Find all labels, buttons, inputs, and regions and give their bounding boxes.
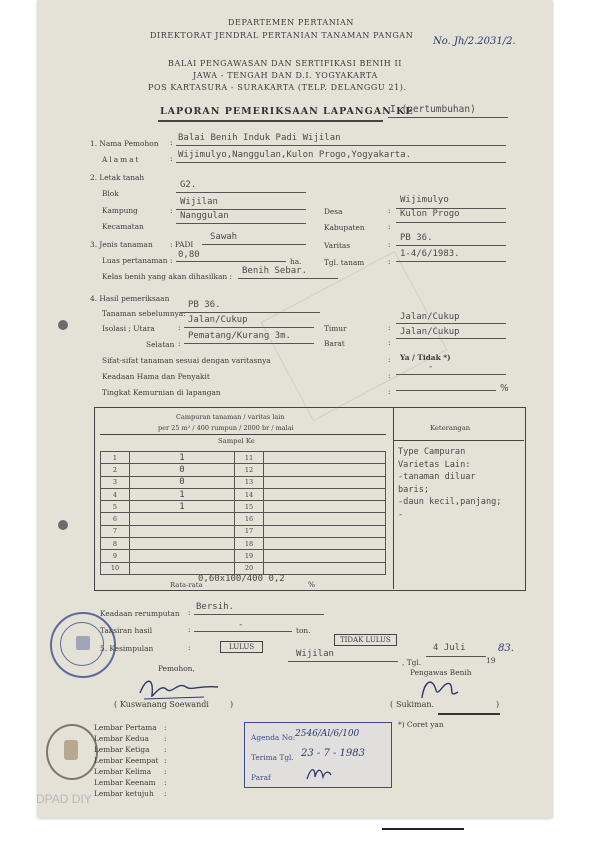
- sample-no: 19: [235, 550, 264, 562]
- place-value: Wijilan: [296, 649, 334, 659]
- tgl-label: Tgl. tanam: [324, 258, 365, 267]
- table-row: [101, 501, 386, 513]
- alamat-value: Wijimulyo,Nanggulan,Kulon Progo,Yogyakarta.: [178, 150, 411, 160]
- rerumputan-value: Bersih.: [196, 602, 234, 612]
- paraf-signature: [303, 763, 333, 783]
- agenda-label: Agenda No:: [251, 733, 296, 742]
- sample-value: [264, 476, 386, 488]
- office-line-3: POS KARTASURA - SURAKARTA (TELP. DELANGGU 21).: [148, 83, 407, 92]
- hasil-label: 4. Hasil pemeriksaan: [90, 294, 170, 303]
- sebelumnya-value: PB 36.: [188, 300, 221, 310]
- sample-no: 3: [101, 476, 130, 488]
- barat-label: Barat: [324, 339, 345, 348]
- sample-no: 15: [235, 501, 264, 513]
- sample-value: [130, 562, 235, 574]
- document-number: No. Jh/2.2031/2.: [433, 36, 516, 47]
- table-row: [101, 476, 386, 488]
- sample-no: 5: [101, 501, 130, 513]
- terima-value: 23 - 7 - 1983: [301, 748, 366, 759]
- sifat-label: Sifat-sifat tanaman sesuai dengan varitasnya: [102, 356, 271, 365]
- sample-value: [130, 550, 235, 562]
- sifat-value: Ya / Tidak *): [400, 353, 451, 362]
- kemurnian-unit: %: [500, 384, 509, 394]
- sample-no: 12: [235, 464, 264, 476]
- sample-no: 14: [235, 488, 264, 500]
- kampung-value: Wijilan: [180, 197, 218, 207]
- tgl-value: 1-4/6/1983.: [400, 249, 460, 259]
- kecamatan-value: Nanggulan: [180, 211, 229, 221]
- desa-value: Wijimulyo: [400, 195, 449, 205]
- kabupaten-value: Kulon Progo: [400, 209, 460, 219]
- kabupaten-label: Kabupaten: [324, 223, 365, 232]
- pengawas-label: Pengawas Benih: [410, 668, 472, 677]
- sample-value: [264, 550, 386, 562]
- lulus-box: LULUS: [220, 641, 263, 653]
- report-phase: I (pertumbuhan): [390, 104, 476, 115]
- table-header-line-1: Campuran tanaman / varitas lain: [176, 413, 285, 421]
- sample-no: 6: [101, 513, 130, 525]
- hama-value: -: [428, 362, 434, 372]
- punch-hole-top: [58, 320, 68, 330]
- timur-value: Jalan/Cukup: [400, 312, 460, 322]
- bleed-through-marks: [261, 251, 448, 421]
- lembar-item: Lembar Keempat: [94, 756, 159, 765]
- lembar-item: Lembar Kedua: [94, 734, 149, 743]
- taksiran-label: Taksiran hasil: [100, 626, 153, 635]
- ministry-line: DEPARTEMEN PERTANIAN: [228, 18, 355, 27]
- regional-emblem-stamp: [46, 724, 98, 780]
- sample-value: 1: [130, 452, 235, 464]
- sample-value: 0: [130, 464, 235, 476]
- varitas-label: Varitas: [324, 241, 351, 250]
- keterangan-label: Keterangan: [430, 424, 471, 432]
- table-row: [101, 525, 386, 537]
- taksiran-unit: ton.: [296, 626, 311, 635]
- table-row: [101, 538, 386, 550]
- lembar-item: Lembar ketujuh: [94, 789, 154, 798]
- terima-label: Terima Tgl.: [251, 753, 294, 762]
- sebelumnya-label: Tanaman sebelumnya:: [102, 309, 186, 318]
- tidak-lulus-box: TIDAK LULUS: [334, 634, 397, 646]
- agenda-value: 2546/Al/6/100: [295, 729, 360, 739]
- sample-value: [130, 525, 235, 537]
- sample-value: 1: [130, 488, 235, 500]
- agenda-stamp: [244, 722, 392, 788]
- table-row: [101, 550, 386, 562]
- pemohon-label: Pemohon,: [158, 664, 195, 673]
- keterangan-line: -tanaman diluar: [398, 472, 476, 482]
- sample-no: 9: [101, 550, 130, 562]
- coret-note: *) Coret yan: [398, 720, 444, 729]
- utara-value: Jalan/Cukup: [188, 315, 248, 325]
- sample-value: [264, 452, 386, 464]
- sample-no: 2: [101, 464, 130, 476]
- sample-no: 8: [101, 538, 130, 550]
- sample-value: [130, 538, 235, 550]
- date-day: 4 Juli: [433, 643, 466, 653]
- keterangan-line: -daun kecil,panjang;: [398, 497, 502, 507]
- letak-label: 2. Letak tanah: [90, 173, 145, 182]
- sample-no: 7: [101, 525, 130, 537]
- nama-value: Balai Benih Induk Padi Wijilan: [178, 133, 341, 143]
- office-line-1: BALAI PENGAWASAN DAN SERTIFIKASI BENIH II: [168, 59, 402, 68]
- sample-value: [264, 464, 386, 476]
- report-title: LAPORAN PEMERIKSAAN LAPANGAN KE: [160, 106, 414, 117]
- selatan-value: Pematang/Kurang 3m.: [188, 331, 291, 341]
- directorate-line: DIREKTORAT JENDRAL PERTANIAN TANAMAN PANGAN: [150, 31, 414, 40]
- sample-no: 4: [101, 488, 130, 500]
- table-row: [101, 464, 386, 476]
- sample-no: 18: [235, 538, 264, 550]
- keterangan-line: -: [398, 509, 404, 520]
- keterangan-line: baris;: [398, 484, 430, 495]
- table-row: [101, 488, 386, 500]
- luas-label: Luas pertanaman: [102, 256, 168, 265]
- sample-value: [264, 501, 386, 513]
- page-footer-rule: [382, 828, 464, 830]
- rata-unit: %: [308, 580, 316, 589]
- office-round-stamp: [50, 612, 116, 678]
- table-row: [101, 513, 386, 525]
- pengawas-name: Sukiman.: [396, 700, 435, 709]
- nama-label: 1. Nama Pemohon: [90, 139, 159, 148]
- kecamatan-label: Kecamatan: [102, 222, 144, 231]
- date-year: 83.: [498, 643, 514, 654]
- sample-no: 17: [235, 525, 264, 537]
- punch-hole-bottom: [58, 520, 68, 530]
- sample-value: [264, 538, 386, 550]
- office-line-2: JAWA - TENGAH DAN D.I. YOGYAKARTA: [193, 71, 378, 80]
- sample-value: 1: [130, 501, 235, 513]
- table-header-sampel: Sampel Ke: [218, 437, 255, 445]
- kelas-label: Kelas benih yang akan dihasilkan :: [102, 272, 233, 281]
- jenis-value: Sawah: [210, 232, 238, 242]
- lembar-item: Lembar Pertama: [94, 723, 157, 732]
- timur-label: Timur: [324, 324, 347, 333]
- table-row: [101, 452, 386, 464]
- sample-no: 11: [235, 452, 264, 464]
- luas-value: 0,80: [178, 250, 200, 260]
- date-year-prefix: 19: [486, 656, 496, 665]
- sample-value: [264, 513, 386, 525]
- varitas-value: PB 36.: [400, 233, 433, 243]
- pemohon-name: Kuswanang Soewandi: [120, 700, 209, 709]
- desa-label: Desa: [324, 207, 343, 216]
- kelas-value: Benih Sebar.: [242, 266, 308, 276]
- barat-value: Jalan/Cukup: [400, 327, 460, 337]
- lembar-item: Lembar Ketiga: [94, 745, 150, 754]
- sample-no: 20: [235, 562, 264, 574]
- blok-value: G2.: [180, 180, 197, 190]
- sample-no: 16: [235, 513, 264, 525]
- kesimpulan-label: 5. Kesimpulan: [100, 644, 154, 653]
- table-header-line-2: per 25 m² / 400 rumpun / 2000 br / malai: [158, 424, 294, 432]
- sample-value: 0: [130, 476, 235, 488]
- rerumputan-label: Keadaan rerumputan: [100, 609, 180, 618]
- kemurnian-label: Tingkat Kemurnian di lapangan: [102, 388, 221, 397]
- jenis-prefix: : PADI: [170, 240, 194, 249]
- lembar-item: Lembar Keenam: [94, 778, 156, 787]
- taksiran-value: -: [238, 620, 244, 630]
- paraf-label: Paraf: [251, 773, 271, 782]
- blok-label: Blok: [102, 189, 119, 198]
- sample-value: [264, 488, 386, 500]
- selatan-label: Selatan: [146, 340, 175, 349]
- hama-label: Keadaan Hama dan Penyakit: [102, 372, 210, 381]
- lembar-item: Lembar Kelima: [94, 767, 152, 776]
- luas-unit: ha.: [290, 257, 302, 266]
- keterangan-line: Type Campuran: [398, 447, 466, 457]
- sample-value: [264, 525, 386, 537]
- document-page: DEPARTEMEN PERTANIAN DIREKTORAT JENDRAL PERTANIAN TANAMAN PANGAN No. Jh/2.2031/2. BALAI PENGAWASAN DAN SERTIFIKASI BENIH II JAWA - TENGAH DAN D.I. YOGYAKARTA POS KARTASURA - SURAKARTA (TELP. DELANGGU 21). LAPORAN PEMERIKSAAN LAPANGAN KE I (pertumbuhan) 1. Nama Pemohon : Balai Benih Induk Padi Wijilan Alamat : Wijimulyo,Nanggulan,Kulon Progo,Yogyakarta. 2. Letak tanah Blok G2. Kampung : Wijilan Desa : Wijimulyo Kecamatan Nanggulan Kabupaten : Kulon Progo 3. Jenis tanaman : PADI Sawah Varitas : PB 36. Luas pertanaman : 0,80 ha. Tgl. tanam : 1-4/6/1983. Kelas benih yang akan dihasilkan : Benih Sebar. 4. Hasil pemeriksaan Tanaman sebelumnya: PB 36. Isolasi ; Utara : Jalan/Cukup Timur : Jalan/Cukup Selatan : Pematang/Kurang 3m. Barat : Jalan/Cukup Sifat-sifat tanaman sesuai dengan varitasnya : Ya / Tidak *) Keadaan Hama dan Penyakit : - Tingkat Kemurnian di lapangan : % Keterangan Campuran tanaman / varitas lain per 25 m² / 400 rumpun / 2000 br / malai Sampel Ke 1 1 11 2 0 12 3 0 13 4 1 14 5 1 15 6 16 7 17 8 18 9 19 10 20 Type Campuran Varietas Lain: -tanaman diluar baris; -daun kecil,panjang; - Rata-rata 0,60x100/400 0,2 % Keadaan rerumputan : Bersih. Taksiran hasil : - ton. 5. Kesimpulan : LULUS TIDAK LULUS Wijilan , Tgl. 4 Juli 19 83. Pemohon, Pengawas Benih Kuswanang Soewandi ( ) ( Sukiman. ) Lembar Pertama : Lembar Kedua : Lembar Ketiga : Lembar Keempat : Lembar Kelima : Lembar Keenam : Lembar ketujuh : *) Coret yan Agenda No: 2546/Al/6/100 Terima Tgl. 23 - 7 - 1983 Paraf: [38, 0, 552, 818]
- rata-label: Rata-rata: [170, 581, 203, 589]
- sample-value: [130, 513, 235, 525]
- jenis-label: 3. Jenis tanaman: [90, 240, 153, 249]
- sample-no: 13: [235, 476, 264, 488]
- sample-value: [264, 562, 386, 574]
- sample-no: 1: [101, 452, 130, 464]
- table-row: [101, 562, 386, 574]
- sample-grid: [100, 451, 386, 575]
- sample-no: 10: [101, 562, 130, 574]
- isolasi-label: Isolasi ; Utara: [102, 324, 155, 333]
- rata-value: 0,60x100/400 0,2: [198, 574, 285, 584]
- alamat-label: Alamat: [102, 155, 141, 164]
- kampung-label: Kampung: [102, 206, 138, 215]
- keterangan-line: Varietas Lain:: [398, 459, 471, 470]
- watermark: DPAD DIY: [36, 792, 92, 806]
